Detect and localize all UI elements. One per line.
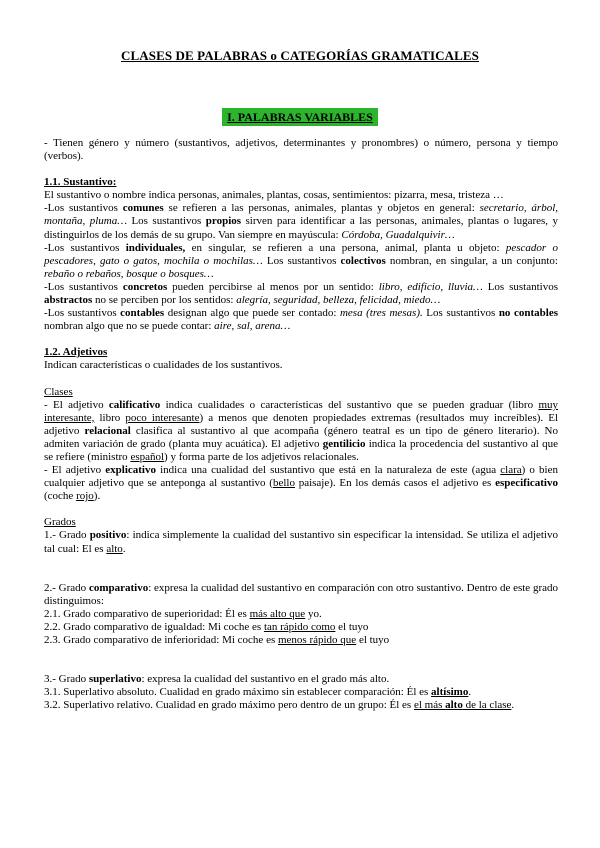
adjetivos-heading: 1.2. Adjetivos (44, 346, 108, 359)
grado-superlativo: 3.- Grado superlativo: expresa la cualidad del sustantivo en el grado más alto. (44, 673, 390, 686)
sustantivo-concretos: -Los sustantivos concretos pueden percibirse al menos por un sentido: libro, edificio, lluvia… Los sustantivos abstractos no se perciben por los sentidos: alegría, seguridad, belleza, felicidad, miedo… (44, 280, 558, 307)
document-title: CLASES DE PALABRAS o CATEGORÍAS GRAMATICALES (121, 48, 479, 63)
document-body (44, 137, 558, 712)
comparativo-igualdad: 2.2. Grado comparativo de igualdad: Mi coche es tan rápido como el tuyo (44, 620, 369, 633)
comparativo-superioridad: 2.1. Grado comparativo de superioridad: Él es más alto que yo. (44, 607, 322, 620)
section-heading: I. PALABRAS VARIABLES (222, 108, 378, 126)
adjetivo-calificativo: - El adjetivo calificativo indica cualidades o características del sustantivo que se pueden graduar (libro muy interesante, libro poco interesante) a menos que denoten propiedades extremas (resultados muy increíbles). El adjetivo relacional clasifica al sustantivo al que acompaña (género teatral es un tipo de género literario). No admiten variación de grado (planta muy acuática). El adjetivo gentilicio indica la procedencia del sustantivo al que se refiere (ministro español) y forma parte de los adjetivos relacionales. (44, 398, 558, 463)
grado-positivo: 1.- Grado positivo: indica simplemente la cualidad del sustantivo sin especificar la intensidad. Se utiliza el adjetivo tal cual: El es alto. (44, 529, 558, 555)
sustantivo-individuales: -Los sustantivos individuales, en singular, se refieren a una persona, animal, planta u objeto: pescador o pescadores, gato o gatos, mochila o mochilas… Los sustantivos colectivos nombran, en singular, a un conjunto: rebaño o rebaños, bosque o bosques… (44, 241, 558, 280)
comparativo-inferioridad: 2.3. Grado comparativo de inferioridad: Mi coche es menos rápido que el tuyo (44, 634, 390, 646)
clases-heading: Clases (44, 385, 73, 398)
adjetivo-explicativo: - El adjetivo explicativo indica una cualidad del sustantivo que está en la naturaleza de este (agua clara) o bien cualquier adjetivo que se anteponga al sustantivo (bello paisaje). En los demás casos el adjetivo es especificativo (coche rojo). (44, 464, 558, 503)
sustantivo-contables: -Los sustantivos contables designan algo que puede ser contado: mesa (tres mesas). Los sustantivos no contables nombran algo que no se puede contar: aire, sal, arena… (44, 307, 558, 333)
adjetivos-definition: Indican características o cualidades de los sustantivos. (44, 359, 283, 372)
section-heading-wrapper (0, 108, 600, 126)
superlativo-relativo: 3.2. Superlativo relativo. Cualidad en grado máximo pero dentro de un grupo: Él es el más alto de la clase. (44, 699, 515, 712)
sustantivo-comunes: -Los sustantivos comunes se refieren a las personas, animales, plantas y objetos en general: secretario, árbol, montaña, pluma… Los sustantivos propios sirven para identificar a las personas, animales, plantas o lugares, y distinguirlos de los demás de su grupo. Van siempre en mayúscula: Córdoba, Guadalquivir… (44, 202, 559, 241)
intro-paragraph: - Tienen género y número (sustantivos, adjetivos, determinantes y pronombres) o número, persona y tiempo (verbos). (44, 137, 558, 163)
superlativo-absoluto: 3.1. Superlativo absoluto. Cualidad en grado máximo sin establecer comparación: Él es altísimo. (44, 686, 472, 699)
grados-heading: Grados (44, 516, 76, 529)
sustantivo-definition: El sustantivo o nombre indica personas, animales, plantas, cosas, sentimientos: pizarra, mesa, tristeza … (44, 189, 504, 202)
grado-comparativo: 2.- Grado comparativo: expresa la cualidad del sustantivo en comparación con otro sustantivo. Dentro de este grado distinguimos: (44, 581, 559, 607)
sustantivo-heading: 1.1. Sustantivo: (44, 176, 117, 189)
